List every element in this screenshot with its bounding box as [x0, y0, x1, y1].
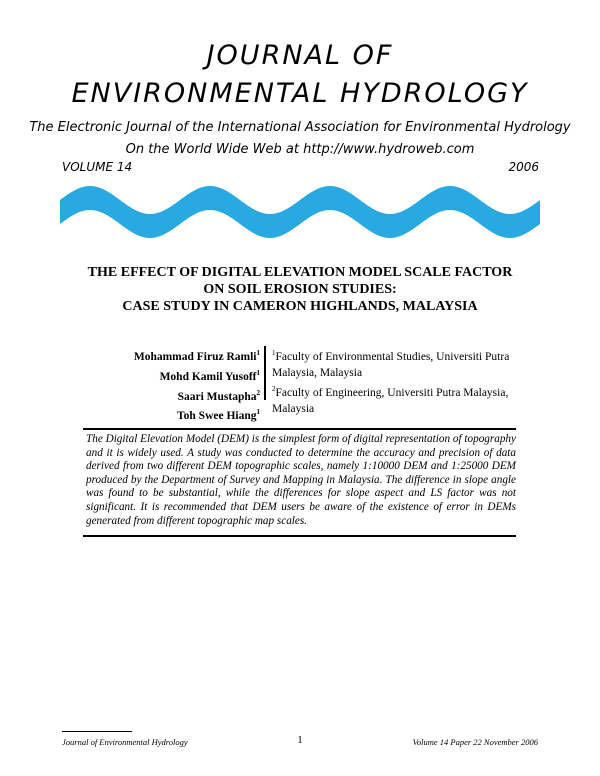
footer-rule [62, 731, 132, 732]
paper-title-line1: THE EFFECT OF DIGITAL ELEVATION MODEL SCALE FACTOR [87, 265, 513, 280]
volume-label: VOLUME 14 [62, 160, 133, 174]
paper-title-line3: CASE STUDY IN CAMERON HIGHLANDS, MALAYSIA [122, 299, 478, 314]
affiliation-cont: Malaysia, Malaysia [272, 366, 363, 379]
page-number: 1 [297, 734, 303, 746]
footer-journal: Journal of Environmental Hydrology [62, 737, 188, 747]
journal-subtitle: The Electronic Journal of the International Association for Environmental Hydrology [29, 120, 571, 135]
author: Mohammad Firuz Ramli$^1$ [133, 349, 260, 363]
abstract-top-rule [83, 428, 516, 430]
footer-issue: Volume 14 Paper 22 November 2006 [412, 737, 538, 747]
journal-title-line2: ENVIRONMENTAL HYDROLOGY [71, 78, 529, 109]
journal-web-line: On the World Wide Web at http://www.hydroweb.com [125, 142, 475, 157]
wave-shape [60, 186, 540, 238]
paper-title-line2: ON SOIL EROSION STUDIES: [203, 282, 397, 297]
author: Toh Swee Hiang$^1$ [177, 408, 260, 423]
affiliation: $^2$Faculty of Engineering, Universiti Putra Malaysia, [272, 384, 509, 399]
author: Saari Mustapha$^2$ [177, 388, 260, 403]
journal-title-line1: JOURNAL OF [206, 40, 394, 71]
author: Mohd Kamil Yusoff$^1$ [159, 368, 260, 383]
author-list [60, 345, 260, 424]
affiliation: $^1$Faculty of Environmental Studies, Universiti Putra [272, 349, 510, 363]
author-divider [264, 346, 266, 400]
wave-banner [60, 176, 540, 248]
year-label: 2006 [508, 160, 539, 174]
abstract: The Digital Elevation Model (DEM) is the simplest form of digital representation of topography and it is widely used. A study was conducted to determine the accuracy and precision of data derived from two different DEM topographic scales, namely 1:10000 DEM and 1:25000 DEM produced by the Department of Survey and Mapping in Malaysia. The difference in slope angle was found to be substantial, while the differences for slope aspect and LS factor was not significant. It is recommended that DEM users be aware of the existence of error in DEMs generated from different topographic map scales. [86, 433, 516, 527]
abstract-bottom-rule [83, 535, 516, 537]
affiliation-list [272, 345, 542, 417]
affiliation-cont: Malaysia [272, 402, 315, 415]
paper-title [50, 264, 550, 315]
